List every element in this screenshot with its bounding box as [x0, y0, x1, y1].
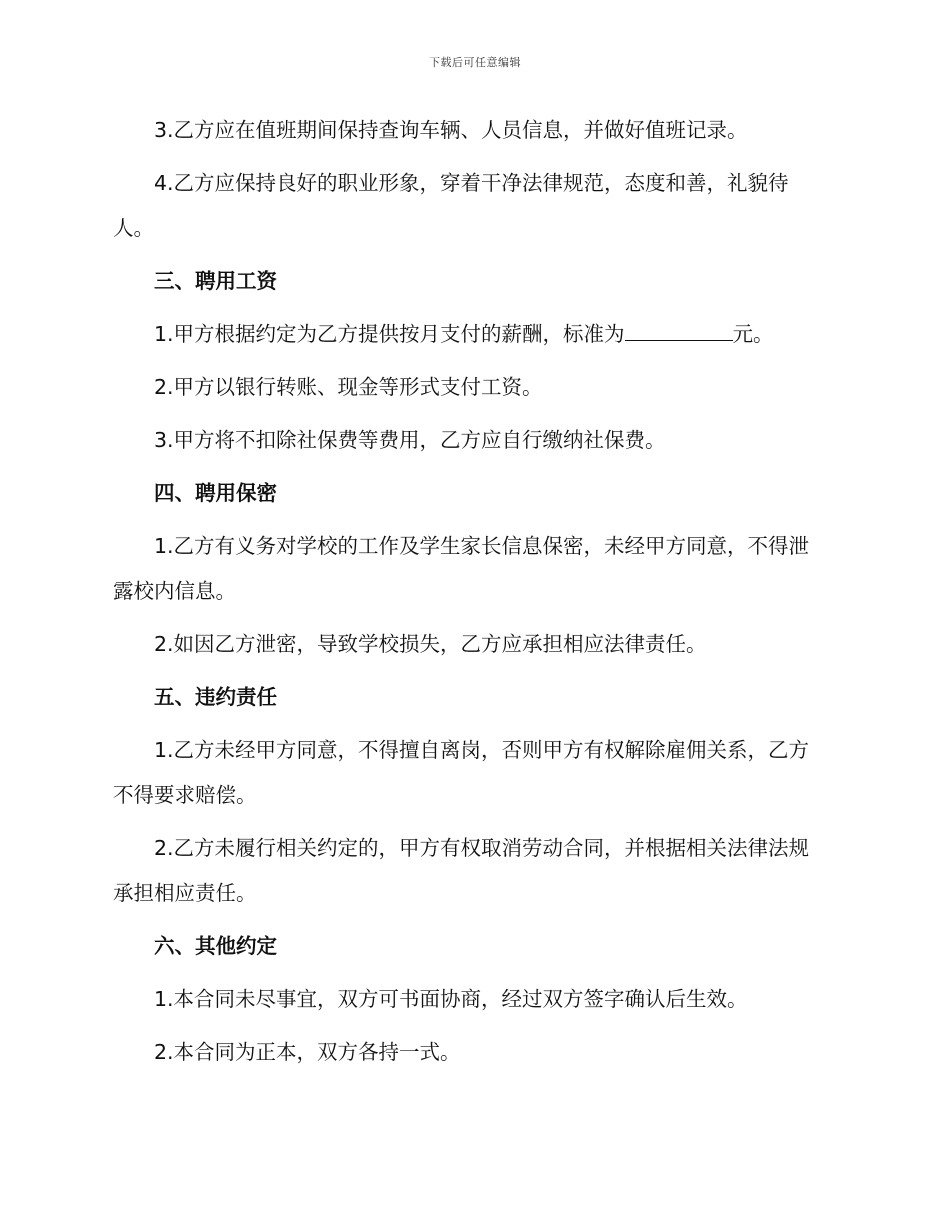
- page-header: 下载后可任意编辑: [429, 56, 521, 69]
- salary-amount-blank: [625, 322, 733, 341]
- paragraph-leak-liability: 2.如因乙方泄密，导致学校损失，乙方应承担相应法律责任。: [154, 632, 707, 656]
- section-heading-other: 六、其他约定: [154, 934, 277, 958]
- paragraph-copies: 2.本合同为正本，双方各持一式。: [154, 1040, 461, 1064]
- salary-text-before: 1.甲方根据约定为乙方提供按月支付的薪酬，标准为: [154, 322, 625, 346]
- section-heading-salary: 三、聘用工资: [154, 269, 277, 293]
- paragraph-payment-method: 2.甲方以银行转账、现金等形式支付工资。: [154, 375, 543, 399]
- paragraph-confidentiality-duty: 1.乙方有义务对学校的工作及学生家长信息保密，未经甲方同意，不得泄露校内信息。: [113, 534, 810, 603]
- section-heading-confidentiality: 四、聘用保密: [154, 481, 277, 505]
- paragraph-professional-image: 4.乙方应保持良好的职业形象，穿着干净法律规范，态度和善，礼貌待人。: [113, 171, 789, 240]
- salary-text-after: 元。: [732, 322, 774, 346]
- paragraph-supplementary: 1.本合同未尽事宜，双方可书面协商，经过双方签字确认后生效。: [154, 987, 748, 1011]
- paragraph-leave-post: 1.乙方未经甲方同意，不得擅自离岗，否则甲方有权解除雇佣关系，乙方不得要求赔偿。: [113, 738, 810, 807]
- paragraph-social-security: 3.甲方将不扣除社保费等费用，乙方应自行缴纳社保费。: [154, 428, 666, 452]
- section-heading-breach: 五、违约责任: [154, 685, 277, 709]
- paragraph-duty-records: 3.乙方应在值班期间保持查询车辆、人员信息，并做好值班记录。: [154, 118, 748, 142]
- paragraph-breach-liability: 2.乙方未履行相关约定的，甲方有权取消劳动合同，并根据相关法律法规承担相应责任。: [113, 836, 810, 905]
- paragraph-salary-standard: [113, 312, 828, 357]
- document-body: [113, 108, 828, 1083]
